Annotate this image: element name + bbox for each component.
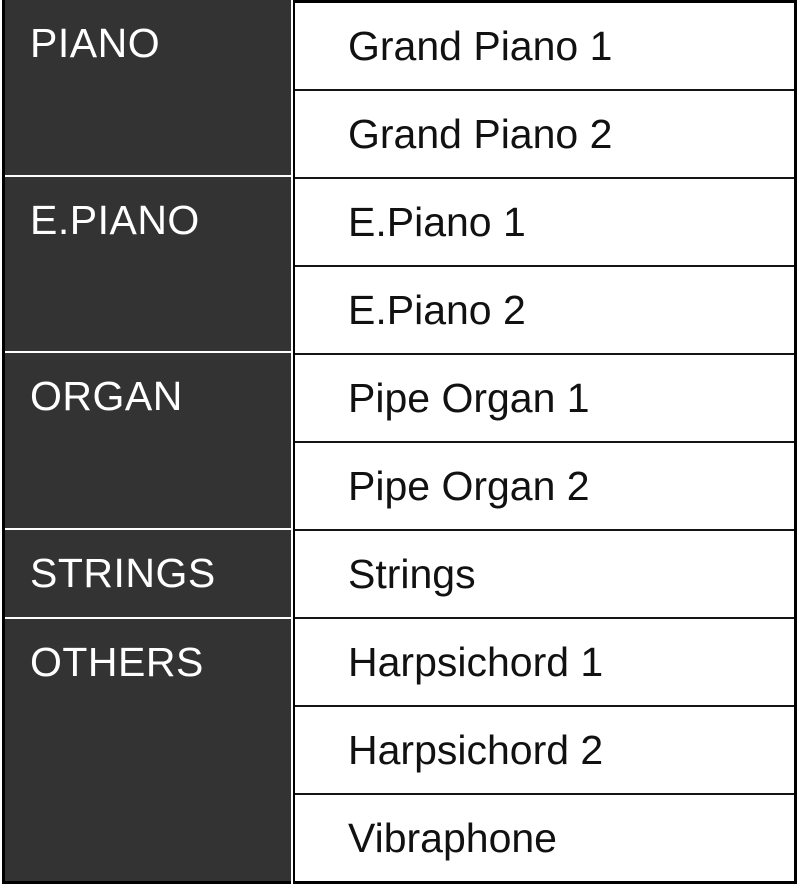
- sound-row-epiano-2: E.Piano 2: [295, 265, 794, 353]
- category-label-piano: PIANO: [30, 20, 161, 66]
- sound-row-harpsichord-2: Harpsichord 2: [295, 705, 794, 793]
- category-cell-piano: [5, 0, 291, 175]
- category-cell-strings: [5, 530, 291, 617]
- sound-row-grand-piano-2: Grand Piano 2: [295, 89, 794, 177]
- sound-row-pipe-organ-2: Pipe Organ 2: [295, 441, 794, 529]
- sound-row-vibraphone: Vibraphone: [295, 793, 794, 881]
- sound-row-grand-piano-1: Grand Piano 1: [295, 3, 794, 89]
- category-cell-organ: [5, 353, 291, 528]
- sound-row-harpsichord-1: Harpsichord 1: [295, 617, 794, 705]
- category-label-strings: STRINGS: [30, 549, 216, 596]
- category-label-organ: ORGAN: [30, 373, 183, 420]
- sound-row-pipe-organ-1: Pipe Organ 1: [295, 353, 794, 441]
- sound-row-strings: Strings: [295, 529, 794, 617]
- category-label-others: OTHERS: [30, 639, 204, 686]
- sound-row-epiano-1: E.Piano 1: [295, 177, 794, 265]
- sound-column: [293, 0, 797, 884]
- category-cell-others: [5, 619, 291, 881]
- category-label-epiano: E.PIANO: [30, 196, 200, 243]
- category-column: [2, 0, 291, 884]
- category-cell-epiano: [5, 177, 291, 352]
